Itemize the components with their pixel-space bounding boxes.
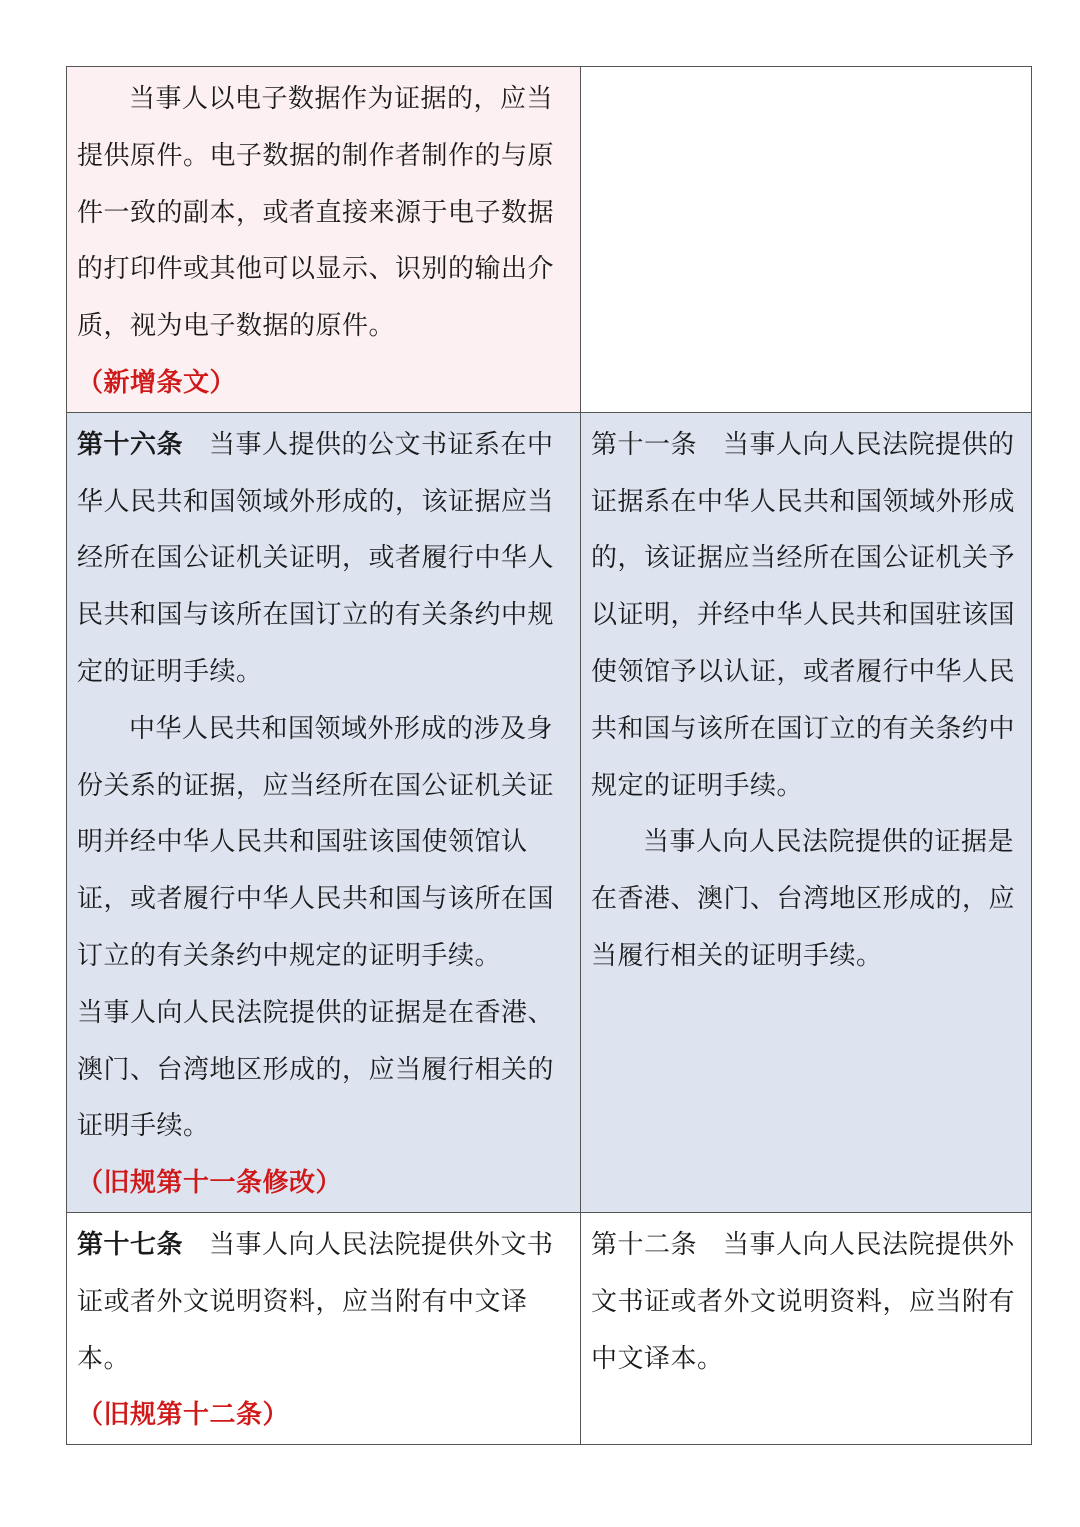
rule-note: （新增条文） [77,367,237,398]
old-rule-cell [581,412,1032,1212]
rule-paragraph [591,417,1019,815]
new-rule-cell [67,67,581,413]
rule-paragraph [77,1217,568,1387]
new-rule-cell [67,412,581,1212]
rule-text: 当事人提供的公文书证系在中华人民共和国领域外形成的，该证据应当经所在国公证机关证明，或者履行中华人民共和国与该所在国订立的有关条约中规定的证明手续。 [77,429,555,687]
rule-note: （旧规第十一条修改） [77,1168,343,1199]
table-row [67,1212,1032,1444]
rule-paragraph: 中华人民共和国领域外形成的涉及身份关系的证据，应当经所在国公证机关证明并经中华人民共和国驻该国使领馆认证，或者履行中华人民共和国与该所在国订立的有关条约中规定的证明手续。 [77,713,555,971]
old-rule-cell [581,1212,1032,1444]
new-rule-cell [67,1212,581,1444]
rule-paragraph [77,417,568,701]
article-number: 第十七条 [77,1229,184,1260]
rule-text: 当事人向人民法院提供外文书证或者外文说明资料，应当附有中文译本。 [591,1229,1016,1374]
rule-paragraph: 当事人向人民法院提供的证据是在香港、澳门、台湾地区形成的，应当履行相关的证明手续。 [591,827,1016,971]
article-number: 第十六条 [77,429,184,460]
rule-text: 当事人向人民法院提供外文书证或者外文说明资料，应当附有中文译本。 [77,1229,554,1374]
rule-paragraph [591,1217,1019,1387]
article-number: 第十一条 [591,429,698,460]
rule-note: （旧规第十二条） [77,1400,290,1431]
table-row [67,412,1032,1212]
comparison-table [66,66,1032,1445]
rule-paragraph: 当事人以电子数据作为证据的，应当提供原件。电子数据的制作者制作的与原件一致的副本，或者直接来源于电子数据的打印件或其他可以显示、识别的输出介质，视为电子数据的原件。 [77,84,555,342]
rule-paragraph: 当事人向人民法院提供的证据是在香港、澳门、台湾地区形成的，应当履行相关的证明手续。 [77,997,555,1142]
rule-text: 当事人向人民法院提供的证据系在中华人民共和国领域外形成的，该证据应当经所在国公证机关予以证明，并经中华人民共和国驻该国使领馆予以认证，或者履行中华人民共和国与该所在国订立的有关条约中规定的证明手续。 [591,429,1016,801]
article-number: 第十二条 [591,1229,698,1260]
table-row [67,67,1032,413]
old-rule-cell [581,67,1032,413]
